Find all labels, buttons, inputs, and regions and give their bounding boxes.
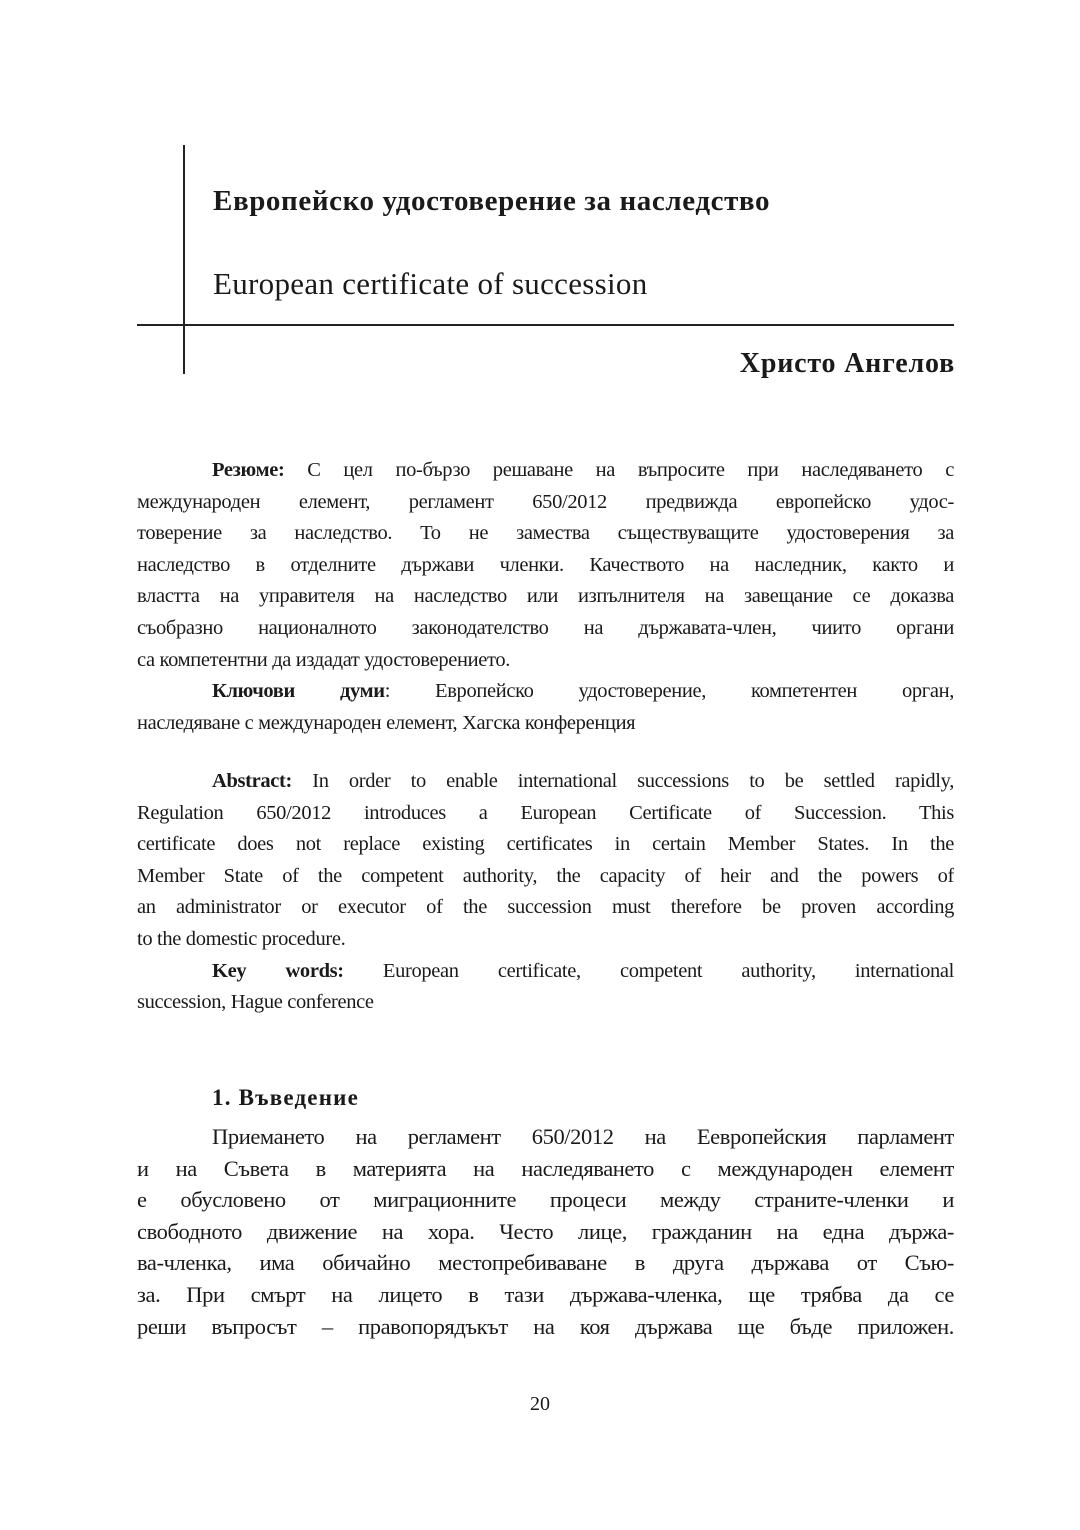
section-body: Приемането на регламент 650/2012 на Еевропейския парламент и на Съвета в материята на наследяването с международен елемент е обусловено от миграционните процеси между страните-членки и свободното движение на хора. Често лице, гражданин на една държа- ва-членка, има обичайно местопребиваване в друга държава от Съю- за. При смърт на лицето в тази държава-членка, ще трябва да се реши въпросът – правопорядъкът на коя държава ще бъде приложен.: [137, 1124, 954, 1339]
vertical-rule: [183, 145, 185, 374]
section-heading: 1. Въведение: [212, 1085, 360, 1110]
title-en: European certificate of succession: [213, 266, 648, 301]
keywords-bg: Ключови думи: Европейско удостоверение, компетентен орган,: [212, 680, 954, 703]
title-bg: Европейско удостоверение за наследство: [213, 185, 771, 217]
abstract-en: Abstract: In order to enable international successions to be settled rapidly, Regulation 650/2012 introduces a European Certificate of Succession. This certificate does not replace existing certificates in certain Member States. In the Member State of the competent authority, the capacity of heir and the powers of an administrator or executor of the succession must therefore be proven according to the domestic procedure. Key words: European certificate, competent authority, international succession, Hague conference: [137, 770, 954, 1014]
author: Христо Ангелов: [739, 348, 955, 379]
page-number: 20: [530, 1393, 550, 1415]
horizontal-rule: [137, 324, 954, 326]
abstract-bg: Резюме: С цел по-бързо решаване на въпросите при наследяването с международен елемент, регламент 650/2012 предвижда европейско удос- товерение за наследство. То не замества съществуващите удостоверения за наследство в отделните държави членки. Качеството на наследник, както и властта на управителя на наследство или изпълнителя на завещание се доказва съобразно националното законодателство на държавата-член, чиито органи са компетентни да издадат удостоверението. Ключови думи: Европейско удостоверение, компетентен орган, наследяване с международен елемент, Хагска конференция: [137, 459, 954, 734]
keywords-en: Key words: European certificate, competent authority, international: [212, 959, 954, 982]
